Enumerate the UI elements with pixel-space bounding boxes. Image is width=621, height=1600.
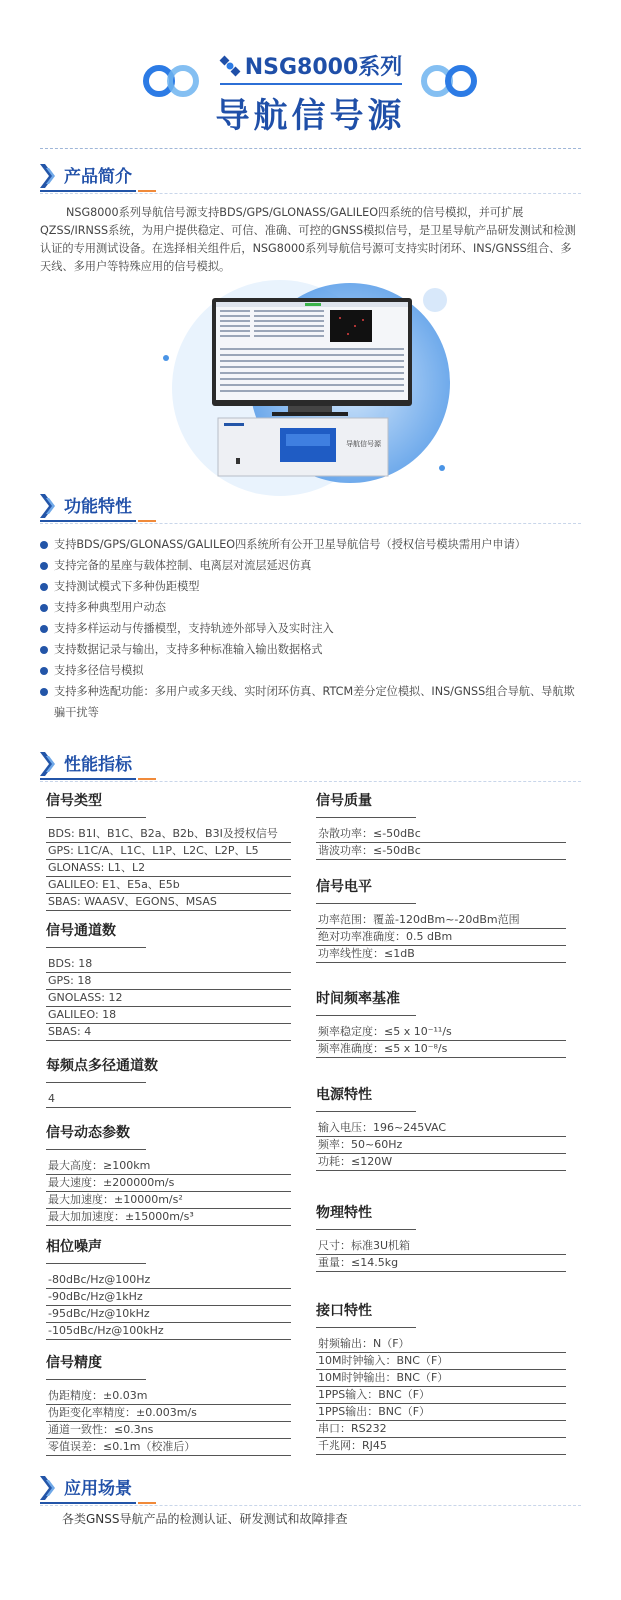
spec-item: GPS: 18 [46,973,291,990]
bullet-icon [40,646,48,654]
heading-accent [138,520,156,522]
spec-group-channels: 信号通道数 BDS: 18 GPS: 18 GNOLASS: 12 GALILEO: 18 SBAS: 4 [46,920,291,1041]
device-panel-label: 导航信号源 [346,440,381,448]
infinity-logo-icon [420,62,478,100]
list-item: 支持多样运动与传播模型，支持轨迹外部导入及实时注入 [40,618,581,639]
spec-item: 10M时钟输出：BNC（F） [316,1370,566,1387]
spec-group-dynamics: 信号动态参数 最大高度：≥100km 最大速度：±200000m/s 最大加速度：±10000m/s² 最大加加速度：±15000m/s³ [46,1122,291,1226]
spec-item: GPS: L1C/A、L1C、L1P、L2C、L2P、L5 [46,843,291,860]
spec-item: 零值误差：≤0.1m（校准后） [46,1439,291,1456]
spec-group-accuracy: 信号精度 伪距精度：±0.03m 伪距变化率精度：±0.003m/s 通道一致性：≤0.3ns 零值误差：≤0.1m（校准后） [46,1352,291,1456]
intro-paragraph: NSG8000系列导航信号源支持BDS/GPS/GLONASS/GALILEO四系统的信号模拟，并可扩展QZSS/IRNSS系统，为用户提供稳定、可信、准确、可控的GNSS模拟信号，是卫星导航产品研发测试和检测认证的专用测试设备。在选择相关组件后，NSG8000系列导航信号源可支持实时闭环、INS/GNSS组合、多天线、多用户等特殊应用的信号模拟。 [40,206,576,273]
list-item: 支持多径信号模拟 [40,660,581,681]
feature-list [40,534,581,723]
spec-item: GALILEO: 18 [46,1007,291,1024]
spec-item: BDS: 18 [46,956,291,973]
heading-underline [40,520,136,522]
spec-item: SBAS: 4 [46,1024,291,1041]
header [0,0,621,150]
spec-item: 绝对功率准确度：0.5 dBm [316,929,566,946]
list-item: 支持多种选配功能：多用户或多天线、实时闭环仿真、RTCM差分定位模拟、INS/GNSS组合导航、导航欺骗干扰等 [40,681,581,723]
spec-item: GNOLASS: 12 [46,990,291,1007]
spec-item: 杂散功率：≤-50dBc [316,826,566,843]
heading-accent [138,778,156,780]
chevron-right-icon [40,494,58,518]
spec-item: 谐波功率：≤-50dBc [316,843,566,860]
bullet-icon [40,583,48,591]
list-item: 支持多种典型用户动态 [40,597,581,618]
chevron-right-icon [40,164,58,188]
spec-item: 1PPS输入：BNC（F） [316,1387,566,1404]
spec-item: 4 [46,1091,291,1108]
spec-group-physical: 物理特性 尺寸：标准3U机箱 重量：≤14.5kg [316,1202,566,1272]
spec-item: 最大加加速度：±15000m/s³ [46,1209,291,1226]
spec-item: 重量：≤14.5kg [316,1255,566,1272]
spec-item: SBAS: WAASV、EGONS、MSAS [46,894,291,911]
spec-item: 尺寸：标准3U机箱 [316,1238,566,1255]
series-name: NSG8000系列 [0,50,621,81]
spec-item: 1PPS输出：BNC（F） [316,1404,566,1421]
spec-item: 频率准确度：≤5 x 10⁻⁸/s [316,1041,566,1058]
heading-rule [40,1505,581,1506]
header-dashed-separator [40,148,581,149]
spec-item: 串口：RS232 [316,1421,566,1438]
spec-item: GLONASS: L1、L2 [46,860,291,877]
list-item: 支持BDS/GPS/GLONASS/GALILEO四系统所有公开卫星导航信号（授权信号模块需用户申请） [40,534,581,555]
spec-item: 通道一致性：≤0.3ns [46,1422,291,1439]
spec-item: -80dBc/Hz@100Hz [46,1272,291,1289]
heading-accent [138,1502,156,1504]
spec-item: -95dBc/Hz@10kHz [46,1306,291,1323]
bullet-icon [40,604,48,612]
list-item: 支持数据记录与输出，支持多种标准输入输出数据格式 [40,639,581,660]
spec-item: -105dBc/Hz@100kHz [46,1323,291,1340]
bullet-icon [40,625,48,633]
spec-item: 最大加速度：±10000m/s² [46,1192,291,1209]
page-title: 导航信号源 [215,96,406,136]
heading-underline [40,778,136,780]
heading-underline [40,1502,136,1504]
spec-item: BDS: B1I、B1C、B2a、B2b、B3I及授权信号 [46,826,291,843]
spec-item: 最大高度：≥100km [46,1158,291,1175]
bullet-icon [40,541,48,549]
heading-underline [40,190,136,192]
spec-item: 功耗：≤120W [316,1154,566,1171]
spec-item: 功率线性度：≤1dB [316,946,566,963]
header-divider [220,83,402,85]
spec-item: 伪距精度：±0.03m [46,1388,291,1405]
heading-rule [40,781,581,782]
list-item: 支持测试模式下多种伪距模型 [40,576,581,597]
chevron-right-icon [40,752,58,776]
section-heading-application: 应用场景 [40,1474,581,1502]
spec-item: 频率稳定度：≤5 x 10⁻¹¹/s [316,1024,566,1041]
spec-group-signal-type: 信号类型 BDS: B1I、B1C、B2a、B2b、B3I及授权信号 GPS: L1C/A、L1C、L1P、L2C、L2P、L5 GLONASS: L1、L2 GALILEO: E1、E5a、E5b SBAS: WAASV、EGONS、MSAS [46,790,291,911]
spec-group-interfaces: 接口特性 射频输出：N（F） 10M时钟输入：BNC（F） 10M时钟输出：BNC（F） 1PPS输入：BNC（F） 1PPS输出：BNC（F） 串口：RS232 千兆网：RJ45 [316,1300,566,1455]
spec-item: 10M时钟输入：BNC（F） [316,1353,566,1370]
heading-rule [40,193,581,194]
spec-item: 千兆网：RJ45 [316,1438,566,1455]
spec-group-signal-level: 信号电平 功率范围：覆盖-120dBm~-20dBm范围 绝对功率准确度：0.5 dBm 功率线性度：≤1dB [316,876,566,963]
spec-group-power: 电源特性 输入电压：196~245VAC 频率：50~60Hz 功耗：≤120W [316,1084,566,1171]
bullet-icon [40,562,48,570]
spec-group-multipath: 每频点多径通道数 4 [46,1055,291,1108]
chevron-right-icon [40,1476,58,1500]
spec-item: 频率：50~60Hz [316,1137,566,1154]
satellite-icon [219,55,241,77]
section-heading-specs: 性能指标 [40,750,581,778]
heading-accent [138,190,156,192]
product-illustration [160,278,460,500]
spec-item: GALILEO: E1、E5a、E5b [46,877,291,894]
spec-item: 最大速度：±200000m/s [46,1175,291,1192]
spec-item: 功率范围：覆盖-120dBm~-20dBm范围 [316,912,566,929]
spec-group-time-frequency: 时间频率基准 频率稳定度：≤5 x 10⁻¹¹/s 频率准确度：≤5 x 10⁻⁸/s [316,988,566,1058]
section-heading-features: 功能特性 [40,492,581,520]
bullet-icon [40,667,48,675]
spec-item: 输入电压：196~245VAC [316,1120,566,1137]
spec-item: 射频输出：N（F） [316,1336,566,1353]
spec-group-signal-quality: 信号质量 杂散功率：≤-50dBc 谐波功率：≤-50dBc [316,790,566,860]
section-heading-intro: 产品简介 [40,162,581,190]
spec-group-phase-noise: 相位噪声 -80dBc/Hz@100Hz -90dBc/Hz@1kHz -95dBc/Hz@10kHz -105dBc/Hz@100kHz [46,1236,291,1340]
spec-item: -90dBc/Hz@1kHz [46,1289,291,1306]
list-item: 支持完备的星座与载体控制、电离层对流层延迟仿真 [40,555,581,576]
heading-rule [40,523,581,524]
application-text: 各类GNSS导航产品的检测认证、研发测试和故障排查 [62,1512,348,1526]
spec-item: 伪距变化率精度：±0.003m/s [46,1405,291,1422]
bullet-icon [40,688,48,696]
